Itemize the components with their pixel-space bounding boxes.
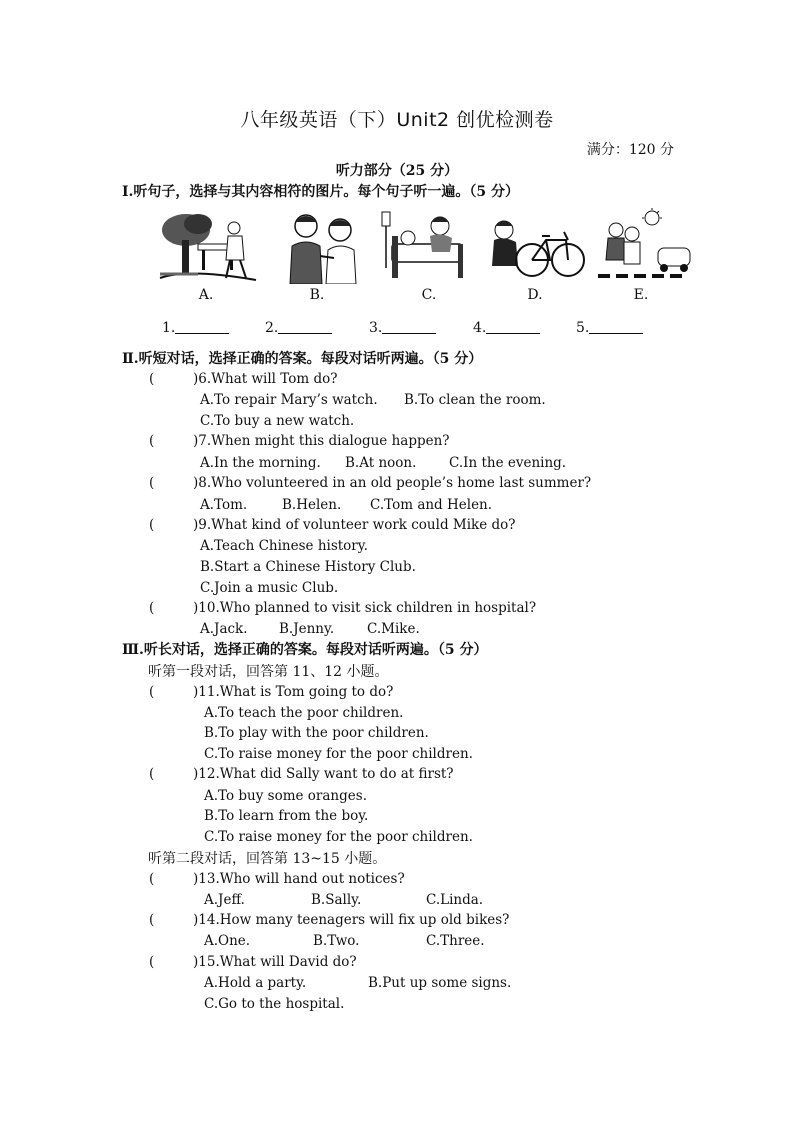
- picture-label-d: D.: [527, 287, 543, 303]
- q13-option-c: C.Linda.: [426, 892, 484, 908]
- answer-blank-3[interactable]: 3.: [369, 319, 436, 336]
- q10-option-b: B.Jenny.: [279, 621, 335, 637]
- picture-c-hospital-bed-illustration: [378, 208, 478, 284]
- question-8: ( )8.Who volunteered in an old people’s home last summer?: [149, 475, 592, 491]
- section-3-heading: Ⅲ.听长对话，选择正确的答案。每段对话听两遍。（5 分）: [122, 642, 488, 658]
- q7-option-c: C.In the evening.: [449, 455, 567, 471]
- q15-option-b: B.Put up some signs.: [368, 975, 512, 991]
- picture-label-c: C.: [421, 287, 437, 303]
- q7-option-b: B.At noon.: [345, 455, 417, 471]
- q14-option-c: C.Three.: [426, 933, 485, 949]
- picture-label-a: A.: [198, 287, 214, 303]
- q13-option-b: B.Sally.: [311, 892, 362, 908]
- q7-option-a: A.In the morning.: [200, 455, 321, 471]
- question-10: ( )10.Who planned to visit sick children in hospital?: [149, 600, 537, 616]
- question-14: ( )14.How many teenagers will fix up old bikes?: [149, 912, 510, 928]
- listening-heading: 听力部分（25 分）: [335, 163, 459, 179]
- section-2-heading: Ⅱ.听短对话，选择正确的答案。每段对话听两遍。（5 分）: [122, 351, 483, 367]
- question-7: ( )7.When might this dialogue happen?: [149, 433, 450, 449]
- q11-option-c: C.To raise money for the poor children.: [204, 746, 473, 762]
- q11-option-a: A.To teach the poor children.: [204, 705, 404, 721]
- question-12: ( )12.What did Sally want to do at first?: [149, 766, 454, 782]
- answer-blank-5[interactable]: 5.: [576, 319, 643, 336]
- question-11: ( )11.What is Tom going to do?: [149, 684, 394, 700]
- q15-option-a: A.Hold a party.: [204, 975, 307, 991]
- picture-d-bike-repair-illustration: [488, 208, 588, 284]
- picture-label-e: E.: [633, 287, 649, 303]
- question-6: ( )6.What will Tom do?: [149, 371, 338, 387]
- dialog-2-intro: 听第二段对话，回答第 13~15 小题。: [148, 851, 387, 867]
- picture-b-two-people-illustration: [278, 208, 378, 284]
- q6-option-b: B.To clean the room.: [404, 392, 546, 408]
- q8-option-c: C.Tom and Helen.: [370, 497, 493, 513]
- q8-option-b: B.Helen.: [282, 497, 342, 513]
- page-title: 八年级英语（下）Unit2 创优检测卷: [240, 109, 554, 131]
- q12-option-a: A.To buy some oranges.: [204, 788, 367, 804]
- q9-option-b: B.Start a Chinese History Club.: [200, 559, 416, 575]
- q11-option-b: B.To play with the poor children.: [204, 725, 429, 741]
- dialog-1-intro: 听第一段对话，回答第 11、12 小题。: [148, 664, 389, 680]
- q10-option-a: A.Jack.: [200, 621, 248, 637]
- picture-e-crossing-road-illustration: [594, 208, 694, 284]
- q6-option-a: A.To repair Mary’s watch.: [200, 392, 378, 408]
- question-13: ( )13.Who will hand out notices?: [149, 871, 405, 887]
- q14-option-a: A.One.: [204, 933, 251, 949]
- q9-option-a: A.Teach Chinese history.: [200, 538, 368, 554]
- question-15: ( )15.What will David do?: [149, 954, 357, 970]
- picture-label-b: B.: [309, 287, 325, 303]
- question-9: ( )9.What kind of volunteer work could Mike do?: [149, 517, 516, 533]
- q10-option-c: C.Mike.: [367, 621, 420, 637]
- full-score: 满分：120 分: [586, 142, 674, 158]
- picture-a-trees-illustration: [158, 208, 258, 284]
- answer-blank-2[interactable]: 2.: [265, 319, 332, 336]
- q14-option-b: B.Two.: [313, 933, 360, 949]
- q15-option-c: C.Go to the hospital.: [204, 996, 345, 1012]
- answer-blank-4[interactable]: 4.: [473, 319, 540, 336]
- q12-option-b: B.To learn from the boy.: [204, 808, 369, 824]
- q8-option-a: A.Tom.: [200, 497, 248, 513]
- section-1-heading: Ⅰ.听句子，选择与其内容相符的图片。每个句子听一遍。（5 分）: [122, 184, 520, 200]
- q9-option-c: C.Join a music Club.: [200, 580, 339, 596]
- answer-blank-1[interactable]: 1.: [162, 319, 229, 336]
- q12-option-c: C.To raise money for the poor children.: [204, 829, 473, 845]
- q13-option-a: A.Jeff.: [204, 892, 245, 908]
- q6-option-c: C.To buy a new watch.: [200, 413, 355, 429]
